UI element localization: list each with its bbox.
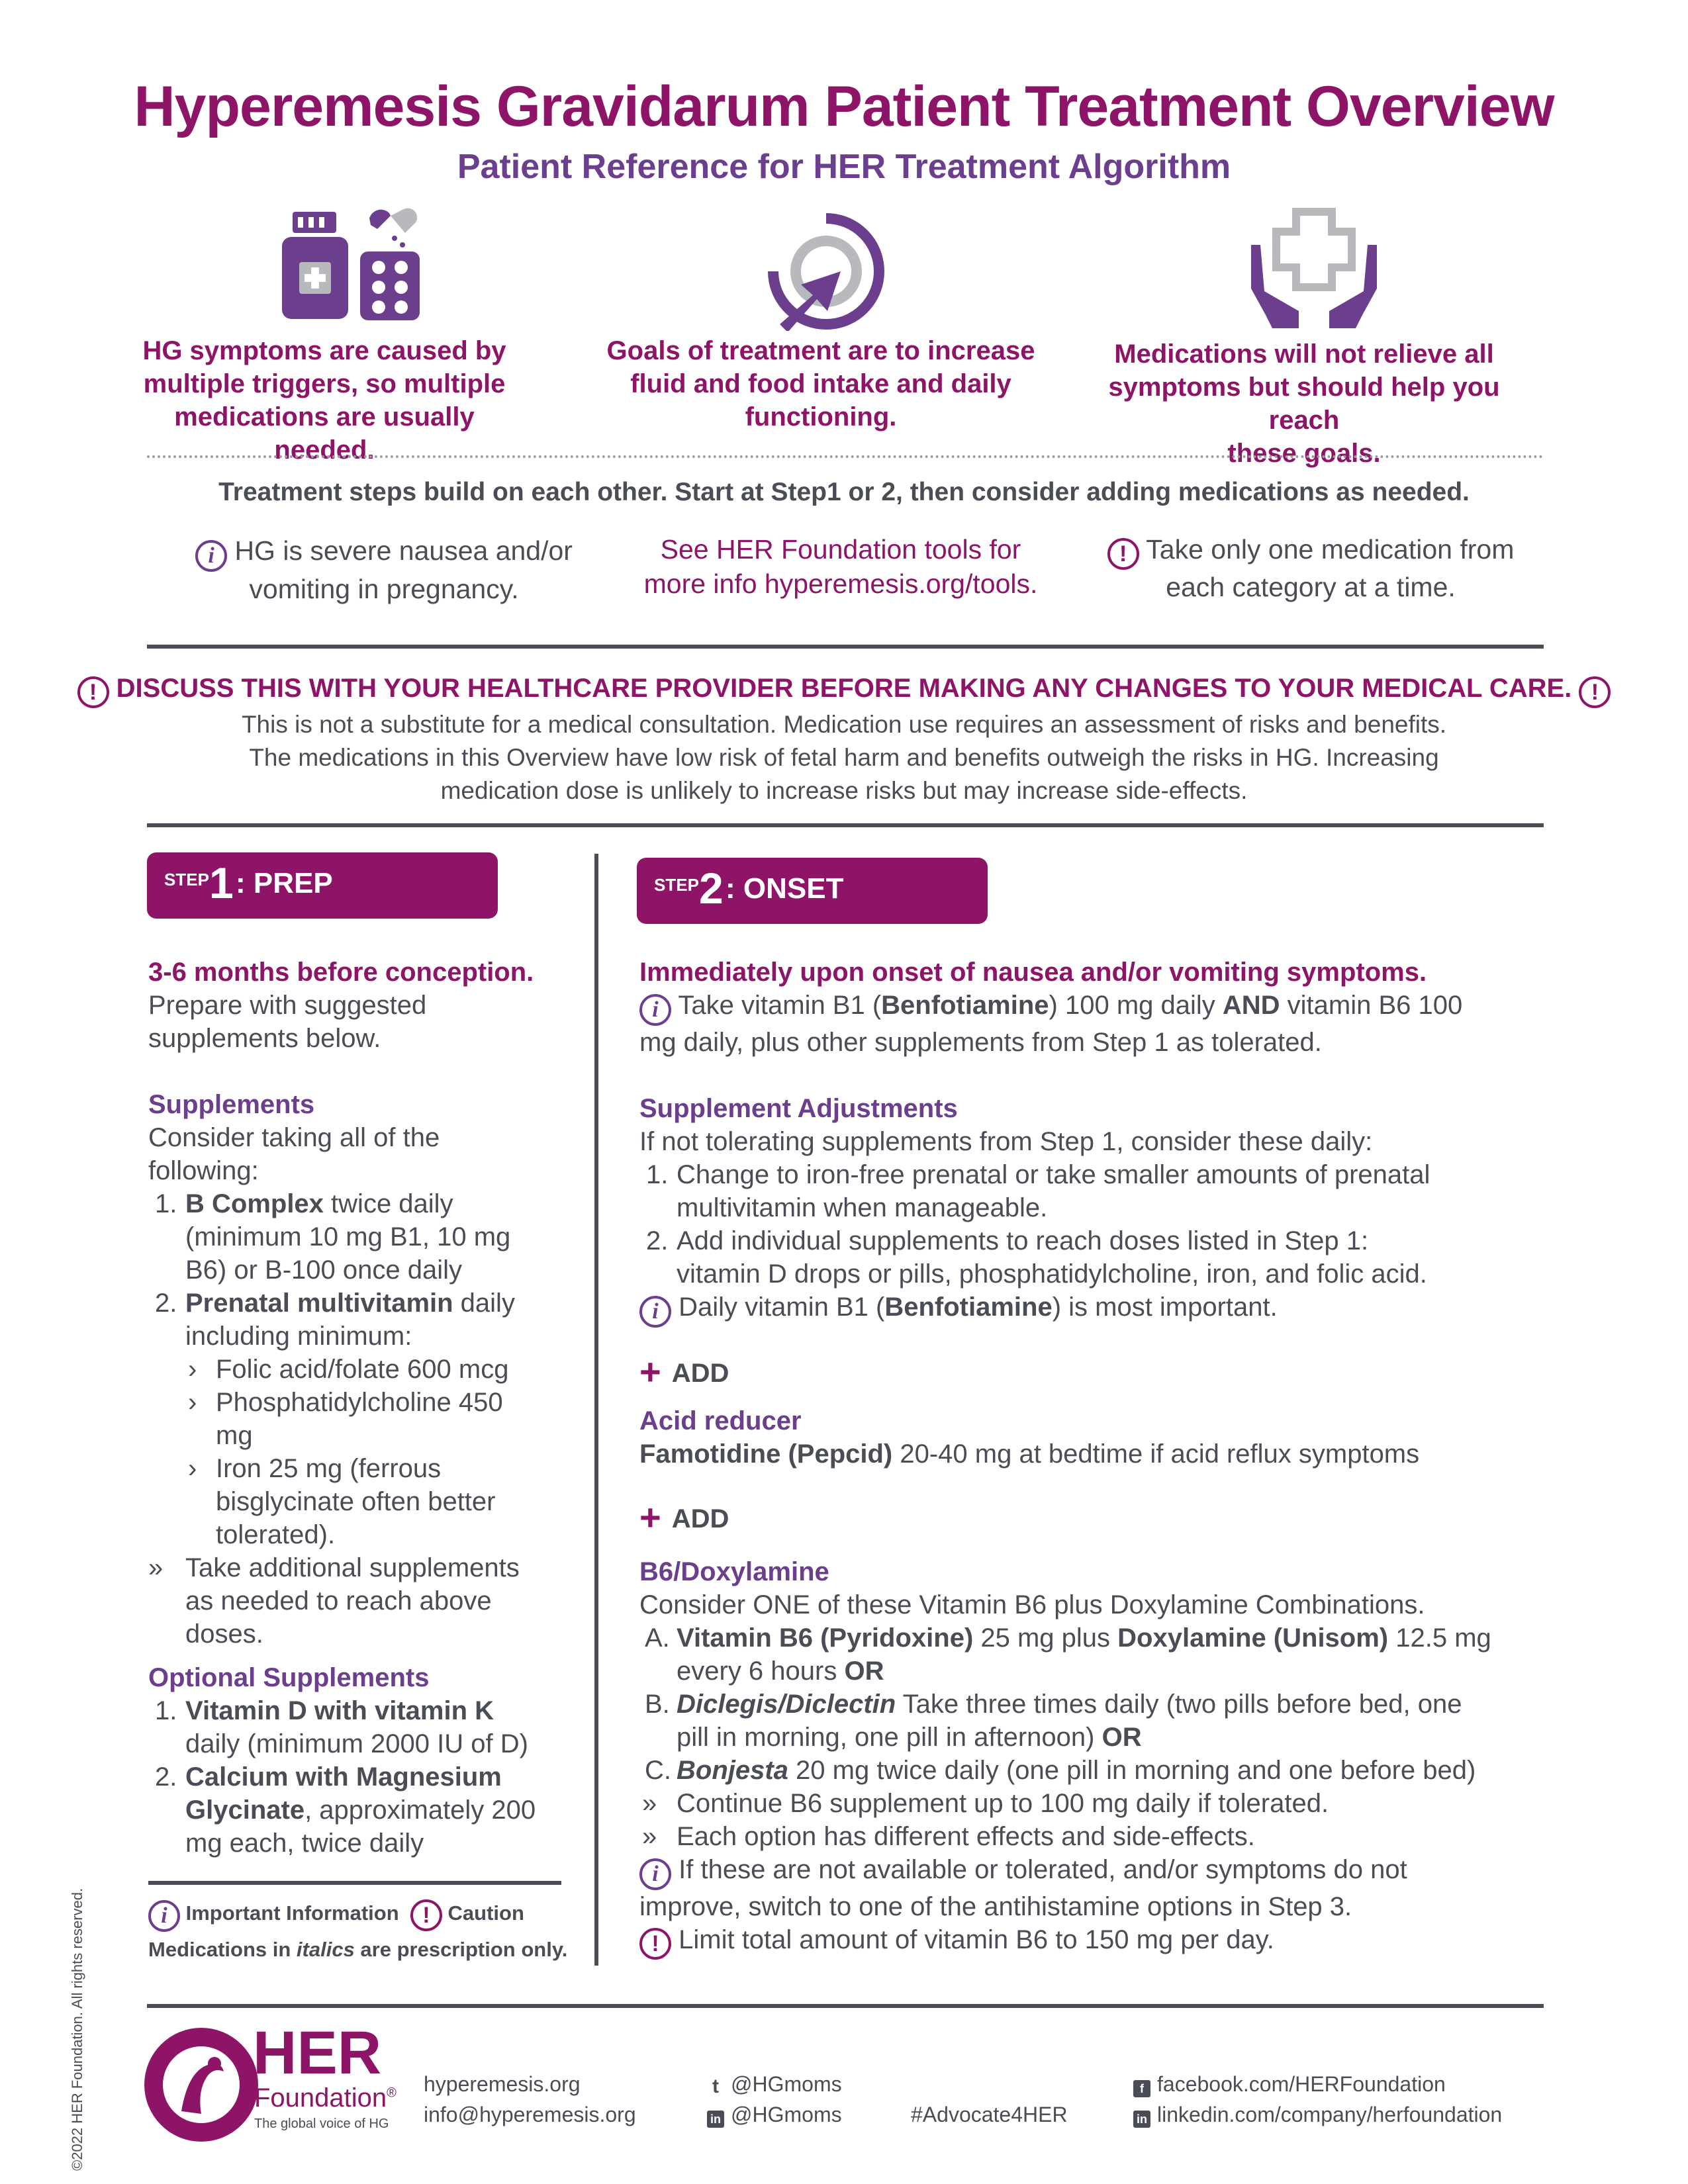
pillar-line: symptoms but should help you reach	[1108, 373, 1500, 435]
list-text: Change to iron-free prenatal or take smaller amounts of prenatal	[677, 1160, 1430, 1189]
pillar-medications	[1072, 338, 1536, 470]
caution-text: each category at a time.	[1166, 572, 1456, 602]
pillar-line: Medications will not relieve all	[1114, 340, 1494, 369]
linkedin-icon: in	[1133, 2111, 1150, 2128]
legend-info-label: Important Information	[185, 1901, 399, 1925]
pillar-line: multiple triggers, so multiple	[143, 369, 506, 398]
one-medication-note	[1072, 532, 1549, 604]
b6-intro: Consider ONE of these Vitamin B6 plus Doxylamine Combinations.	[639, 1590, 1425, 1619]
page-title: Hyperemesis Gravidarum Patient Treatment Overview	[134, 75, 1554, 138]
legend-note: are prescription only.	[354, 1938, 568, 1961]
note-text: improve, switch to one of the antihistamine options in Step 3.	[639, 1892, 1352, 1921]
note-text: Daily vitamin B1 (	[679, 1293, 885, 1322]
list-item	[639, 1688, 1546, 1754]
list-item	[148, 1694, 585, 1760]
optional-supplements-title: Optional Supplements	[148, 1663, 430, 1692]
b6-doxylamine-title: B6/Doxylamine	[639, 1557, 829, 1586]
medication-detail: every 6 hours	[677, 1657, 845, 1686]
linkedin-company-link[interactable]	[1133, 2099, 1502, 2130]
legend	[148, 1895, 598, 1968]
list-item	[148, 1287, 585, 1551]
pillar-triggers	[126, 334, 523, 467]
supplement-detail: daily (minimum 2000 IU of D)	[185, 1729, 528, 1758]
step2-text: AND	[1222, 991, 1280, 1020]
step-number: 1	[209, 858, 234, 907]
add-label: ADD	[671, 1359, 729, 1388]
medication-detail: pill in morning, one pill in afternoon)	[677, 1723, 1102, 1752]
sub-item	[185, 1452, 585, 1551]
step2-lead: Immediately upon onset of nausea and/or vomiting symptoms.	[639, 958, 1427, 987]
supplement-name: Vitamin D with vitamin K	[185, 1696, 494, 1725]
column-divider	[594, 854, 598, 1966]
list-item	[639, 1621, 1546, 1688]
list-text: Add individual supplements to reach doses listed in Step 1:	[677, 1226, 1369, 1255]
legend-note: italics	[296, 1938, 355, 1961]
medication-name: Doxylamine (Unisom)	[1117, 1623, 1389, 1653]
add-label: ADD	[671, 1504, 729, 1533]
supplements-intro: following:	[148, 1156, 259, 1185]
list-marker: 1.	[646, 1160, 669, 1189]
caution-icon: !	[77, 676, 109, 708]
linkedin-link[interactable]	[707, 2099, 842, 2130]
adjustments-intro: If not tolerating supplements from Step 1, consider these daily:	[639, 1127, 1373, 1156]
hands-medical-cross-icon	[1244, 205, 1383, 331]
legend-note: Medications in	[148, 1938, 297, 1961]
pills-icon	[356, 205, 429, 324]
step2-column	[639, 956, 1546, 1960]
sub-item-text: bisglycinate often better	[216, 1487, 496, 1516]
logo-subtitle-text: Foundation	[254, 2083, 387, 2113]
medication-detail: 20 mg twice daily (one pill in morning and one before bed)	[788, 1756, 1476, 1785]
list-item	[639, 1820, 1546, 1853]
facebook-icon: f	[1133, 2080, 1150, 2097]
caution-icon: !	[410, 1899, 442, 1931]
logo-wordmark: HER	[253, 2019, 382, 2087]
supplement-name: Prenatal multivitamin	[185, 1289, 453, 1318]
twitter-icon: t	[712, 2075, 719, 2097]
list-marker: A.	[645, 1623, 670, 1653]
twitter-link[interactable]	[707, 2069, 842, 2099]
pillar-line: HG symptoms are caused by	[142, 336, 506, 365]
list-marker: 1.	[155, 1696, 177, 1725]
caution-icon: !	[1579, 676, 1611, 708]
sub-marker: ›	[188, 1454, 197, 1483]
step1-intro: Prepare with suggested	[148, 991, 427, 1020]
list-marker: 2.	[155, 1289, 177, 1318]
list-item	[148, 1551, 585, 1651]
list-marker: »	[148, 1553, 164, 1582]
linkedin-url: linkedin.com/company/herfoundation	[1157, 2103, 1503, 2126]
step2-text: vitamin B6 100	[1280, 991, 1463, 1020]
pillar-line: Goals of treatment are to increase	[606, 336, 1035, 365]
sub-marker: ›	[188, 1388, 197, 1417]
warning-line: This is not a substitute for a medical consultation. Medication use requires an assessment of risks and benefits.	[241, 711, 1447, 738]
add-divider	[639, 1496, 1546, 1538]
info-text: HG is severe nausea and/or	[234, 535, 573, 566]
caution-icon: !	[639, 1928, 671, 1960]
medication-detail: Take three times daily (two pills before bed, one	[896, 1690, 1462, 1719]
step1-intro: supplements below.	[148, 1024, 381, 1053]
list-text: Each option has different effects and side-effects.	[677, 1822, 1255, 1851]
supplement-name: B Complex	[185, 1189, 324, 1218]
sub-item-text: tolerated).	[216, 1520, 336, 1549]
sub-marker: ›	[188, 1355, 197, 1384]
section-rule	[147, 823, 1544, 827]
warning-body	[146, 708, 1542, 807]
tools-text: more info hyperemesis.org/tools.	[643, 569, 1038, 599]
email-link[interactable]: info@hyperemesis.org	[424, 2103, 636, 2126]
list-text: multivitamin when manageable.	[677, 1193, 1048, 1222]
sub-item-text: Phosphatidylcholine 450	[216, 1388, 503, 1417]
logo-tagline: The global voice of HG	[254, 2116, 389, 2131]
step2-tab	[637, 858, 988, 924]
supplement-detail: B6) or B-100 once daily	[185, 1255, 463, 1285]
list-marker: »	[642, 1822, 657, 1851]
list-marker: 1.	[155, 1189, 177, 1218]
supplement-detail: including minimum:	[185, 1322, 412, 1351]
twitter-handle: @HGmoms	[731, 2072, 842, 2096]
note-text: ) is most important.	[1052, 1293, 1278, 1322]
step-name: : ONSET	[726, 872, 844, 905]
medication-detail: 12.5 mg	[1388, 1623, 1491, 1653]
supplement-name: Glycinate	[185, 1796, 305, 1825]
supplement-detail: mg each, twice daily	[185, 1829, 424, 1858]
list-text: doses.	[185, 1619, 263, 1649]
step-number: 2	[699, 864, 724, 913]
sub-item	[185, 1353, 585, 1386]
note-text: If these are not available or tolerated, and/or symptoms do not	[679, 1855, 1407, 1884]
medication-name: Bonjesta	[677, 1756, 788, 1785]
footer-contact	[424, 2069, 636, 2130]
caution-text: Limit total amount of vitamin B6 to 150 mg per day.	[679, 1925, 1274, 1954]
info-icon: i	[148, 1900, 180, 1932]
supplement-name: Calcium with Magnesium	[185, 1762, 502, 1792]
hg-definition	[159, 533, 609, 606]
step1-tab	[147, 852, 498, 919]
warning-title	[0, 674, 1688, 708]
info-icon: i	[639, 1858, 671, 1890]
list-item	[148, 1760, 585, 1860]
info-icon: i	[195, 540, 227, 572]
pillar-line: these goals.	[1227, 439, 1381, 468]
medication-name: Vitamin B6 (Pyridoxine)	[677, 1623, 974, 1653]
or-label: OR	[1102, 1723, 1142, 1752]
list-marker: 2.	[155, 1762, 177, 1792]
sub-item-text: mg	[216, 1421, 253, 1450]
acid-reducer-title: Acid reducer	[639, 1406, 802, 1435]
tools-text: See HER Foundation tools for	[660, 534, 1021, 565]
warning-line: The medications in this Overview have low risk of fetal harm and benefits outweigh the risks in HG. Increasing	[249, 744, 1439, 771]
list-item	[639, 1754, 1546, 1787]
info-icon: i	[639, 994, 671, 1026]
steps-build-text: Treatment steps build on each other. Start at Step1 or 2, then consider adding medications as needed.	[218, 478, 1470, 506]
her-foundation-logo-icon	[142, 2025, 261, 2144]
legend-caution-label: Caution	[447, 1901, 524, 1925]
sub-item-text: Iron 25 mg (ferrous	[216, 1454, 442, 1483]
supplement-detail: daily	[453, 1289, 515, 1318]
list-item	[639, 1224, 1546, 1291]
caution-text: Take only one medication from	[1146, 534, 1515, 565]
footer-social-2	[1133, 2069, 1502, 2130]
list-marker: B.	[645, 1690, 670, 1719]
facebook-url: facebook.com/HERFoundation	[1157, 2072, 1446, 2096]
step2-text: Take vitamin B1 (	[678, 991, 882, 1020]
footer-social	[707, 2069, 842, 2130]
step-label: STEP	[164, 870, 209, 889]
pillar-line: functioning.	[745, 402, 897, 432]
target-arrow-icon	[767, 212, 886, 331]
step1-column	[148, 956, 585, 1860]
list-text: Continue B6 supplement up to 100 mg daily if tolerated.	[677, 1789, 1329, 1818]
sub-item	[185, 1386, 585, 1452]
supplement-detail: twice daily	[323, 1189, 453, 1218]
tools-link[interactable]	[609, 532, 1072, 601]
dotted-divider	[147, 455, 1544, 458]
page-subtitle: Patient Reference for HER Treatment Algorithm	[457, 148, 1231, 186]
list-item	[148, 1187, 585, 1287]
supplements-title: Supplements	[148, 1090, 315, 1119]
hashtag: #Advocate4HER	[911, 2103, 1068, 2126]
step-label: STEP	[654, 875, 699, 895]
list-text: as needed to reach above	[185, 1586, 492, 1615]
info-text: vomiting in pregnancy.	[249, 574, 519, 604]
medication-name: Diclegis/Diclectin	[677, 1690, 896, 1719]
plus-icon: +	[639, 1496, 661, 1538]
pillar-line: medications are usually needed.	[174, 402, 475, 465]
logo-subtitle	[254, 2083, 397, 2113]
facebook-link[interactable]	[1133, 2069, 1502, 2099]
supplement-adjustments-title: Supplement Adjustments	[639, 1094, 958, 1123]
footer-rule	[147, 2004, 1544, 2008]
list-marker: C.	[645, 1756, 671, 1785]
pillar-goals	[596, 334, 1046, 433]
step2-text: mg daily, plus other supplements from Step 1 as tolerated.	[639, 1028, 1322, 1057]
info-icon: i	[639, 1296, 671, 1328]
sub-item-text: Folic acid/folate 600 mcg	[216, 1355, 509, 1384]
plus-icon: +	[639, 1351, 661, 1392]
list-item	[639, 1787, 1546, 1820]
step1-lead: 3-6 months before conception.	[148, 958, 534, 987]
step2-text: ) 100 mg daily	[1049, 991, 1223, 1020]
list-text: vitamin D drops or pills, phosphatidylcholine, iron, and folic acid.	[677, 1259, 1427, 1289]
linkedin-handle: @HGmoms	[731, 2103, 842, 2126]
section-rule	[147, 645, 1544, 649]
copyright: ©2022 HER Foundation. All rights reserved.	[69, 1888, 85, 2171]
linkedin-icon: in	[707, 2111, 724, 2128]
warning-title-text: DISCUSS THIS WITH YOUR HEALTHCARE PROVIDER BEFORE MAKING ANY CHANGES TO YOUR MEDICAL CARE.	[116, 674, 1572, 703]
legend-rule	[148, 1881, 561, 1885]
or-label: OR	[844, 1657, 884, 1686]
website-link[interactable]: hyperemesis.org	[424, 2072, 581, 2096]
supplement-detail: , approximately 200	[305, 1796, 536, 1825]
supplement-detail: (minimum 10 mg B1, 10 mg	[185, 1222, 511, 1251]
step-name: : PREP	[236, 867, 333, 899]
pillar-line: fluid and food intake and daily	[630, 369, 1011, 398]
add-divider	[639, 1351, 1546, 1392]
medication-detail: 25 mg plus	[973, 1623, 1118, 1653]
note-text: Benfotiamine	[884, 1293, 1053, 1322]
warning-line: medication dose is unlikely to increase risks but may increase side-effects.	[440, 777, 1248, 804]
list-marker: 2.	[646, 1226, 669, 1255]
caution-icon: !	[1107, 538, 1139, 570]
list-marker: »	[642, 1789, 657, 1818]
step2-text: Benfotiamine	[881, 991, 1049, 1020]
list-item	[639, 1158, 1546, 1224]
supplements-intro: Consider taking all of the	[148, 1123, 440, 1152]
logo-registered: ®	[387, 2085, 397, 2101]
medication-detail: 20-40 mg at bedtime if acid reflux symptoms	[892, 1439, 1420, 1469]
medication-name: Famotidine (Pepcid)	[639, 1439, 893, 1469]
list-text: Take additional supplements	[185, 1553, 520, 1582]
